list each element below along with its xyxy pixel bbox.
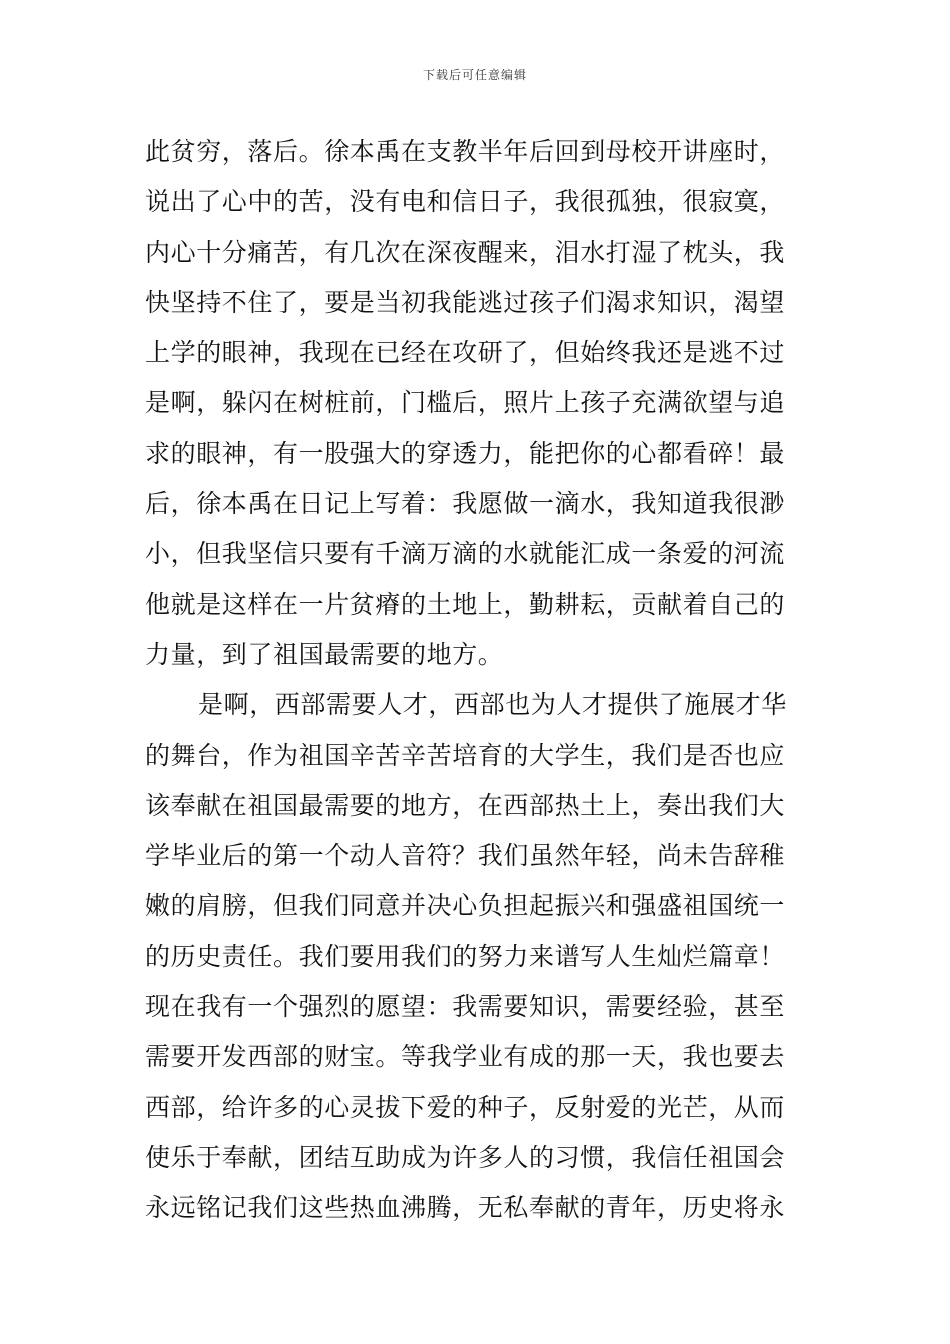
text-line: 该奉献在祖国最需要的地方，在西部热土上，奏出我们大 (145, 790, 786, 820)
text-line: 力量，到了祖国最需要的地方。 (145, 639, 504, 669)
text-line: 上学的眼神，我现在已经在攻研了，但始终我还是逃不过 (145, 338, 786, 368)
text-line: 后，徐本禹在日记上写着：我愿做一滴水，我知道我很渺 (145, 489, 786, 519)
text-line: 小，但我坚信只要有千滴万滴的水就能汇成一条爱的河流 (145, 539, 786, 569)
document-body (145, 127, 810, 1234)
paragraph-start-line: 是啊，西部需要人才，西部也为人才提供了施展才华 (198, 690, 787, 720)
text-line: 他就是这样在一片贫瘠的土地上，勤耕耘，贡献着自己的 (145, 589, 786, 619)
text-line: 内心十分痛苦，有几次在深夜醒来，泪水打湿了枕头，我 (145, 237, 786, 267)
text-line: 此贫穷，落后。徐本禹在支教半年后回到母校开讲座时， (145, 137, 786, 166)
text-line: 西部，给许多的心灵拔下爱的种子，反射爱的光芒，从而 (145, 1092, 786, 1122)
text-line: 学毕业后的第一个动人音符？我们虽然年轻，尚未告辞稚 (145, 841, 786, 871)
text-line: 现在我有一个强烈的愿望：我需要知识，需要经验，甚至 (145, 992, 786, 1022)
text-line: 的舞台，作为祖国辛苦辛苦培育的大学生，我们是否也应 (145, 740, 786, 770)
text-line: 求的眼神，有一股强大的穿透力，能把你的心都看碎！最 (145, 438, 786, 468)
text-line: 说出了心中的苦，没有电和信日子，我很孤独，很寂寞， (145, 187, 786, 217)
text-line: 快坚持不住了，要是当初我能逃过孩子们渴求知识，渴望 (145, 287, 786, 317)
text-line: 的历史责任。我们要用我们的努力来谱写人生灿烂篇章！ (145, 941, 786, 971)
text-line: 是啊，躲闪在树桩前，门槛后，照片上孩子充满欲望与追 (145, 388, 786, 418)
text-line: 使乐于奉献，团结互助成为许多人的习惯，我信任祖国会 (145, 1142, 786, 1172)
header-note: 下载后可任意编辑 (422, 68, 527, 82)
text-line: 嫩的肩膀，但我们同意并决心负担起振兴和强盛祖国统一 (145, 891, 786, 921)
text-line: 永远铭记我们这些热血沸腾，无私奉献的青年，历史将永 (145, 1193, 786, 1223)
text-line: 需要开发西部的财宝。等我学业有成的那一天，我也要去 (145, 1042, 786, 1072)
